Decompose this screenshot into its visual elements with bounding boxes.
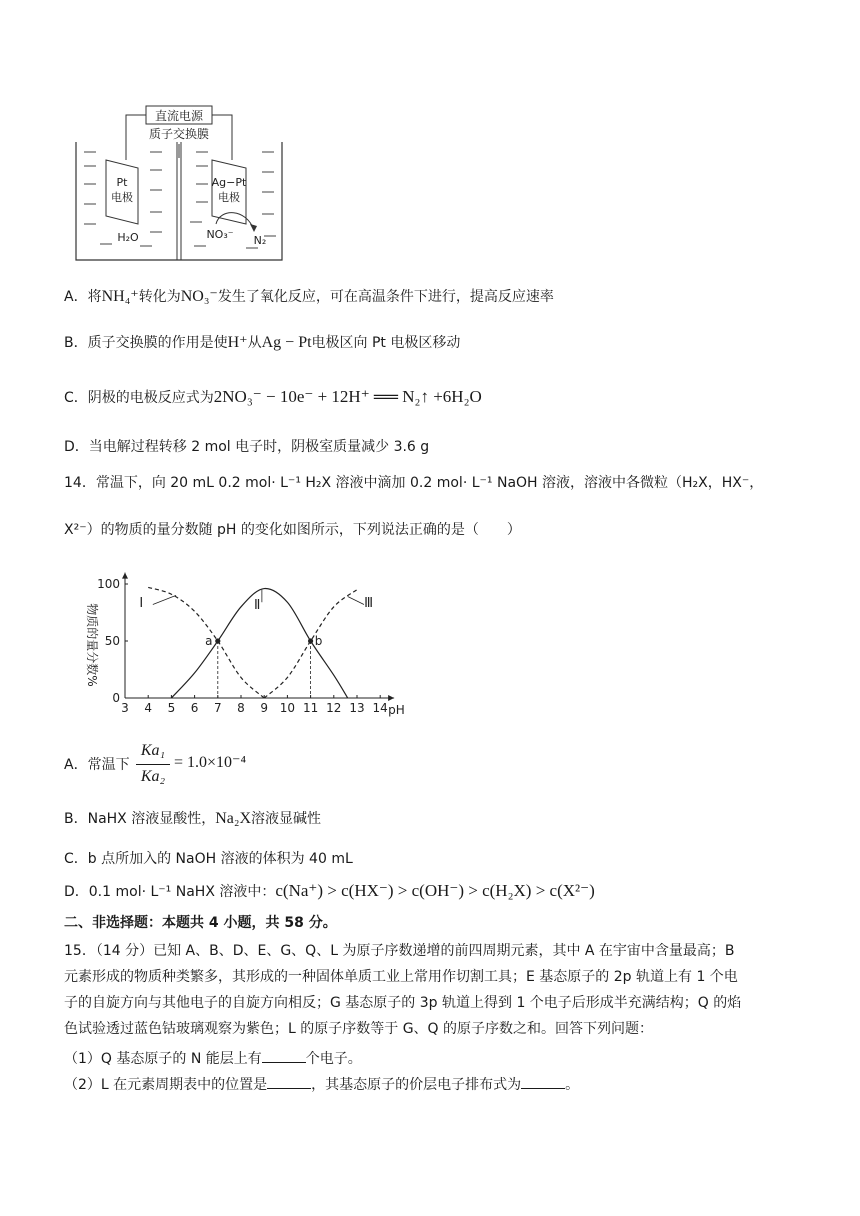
answer-blank[interactable] xyxy=(262,1048,306,1063)
reactant-label: NO₃⁻ xyxy=(206,228,234,241)
fraction-numerator: Ka₁ xyxy=(140,742,166,759)
curve-label: Ⅰ xyxy=(139,595,144,611)
x-tick-label: 10 xyxy=(279,701,296,715)
right-electrode-label-1: Ag−Pt xyxy=(211,176,247,189)
power-label: 直流电源 xyxy=(154,109,204,123)
point-label: b xyxy=(314,634,323,648)
x-axis-arrow xyxy=(388,695,394,701)
curve-label: Ⅲ xyxy=(364,595,374,611)
species-fraction-chart xyxy=(70,565,410,725)
point-a xyxy=(215,638,220,643)
q13-option-d: D．当电解过程转移 2 mol 电子时，阴极室质量减少 3.6 g xyxy=(64,439,430,455)
product-label: N₂ xyxy=(253,234,267,247)
x-tick-label: 14 xyxy=(372,701,388,715)
y-tick-label: 50 xyxy=(104,634,120,648)
q14-stem-line2: X²⁻）的物质的量分数随 pH 的变化如图所示，下列说法正确的是（ ） xyxy=(64,522,521,538)
q15-sub1: （1）Q 基态原子的 N 能层上有 个电子。 xyxy=(64,1048,362,1070)
q14-option-d: D．0.1 mol· L⁻¹ NaHX 溶液中：c(Na⁺) > c(HX⁻) > c(OH⁻) > c(H₂X) > c(X²⁻) xyxy=(64,881,595,900)
x-tick-label: 9 xyxy=(260,701,269,715)
q13-option-c: C．阴极的电极反应式为2NO₃⁻ − 10e⁻ + 12H⁺ ══ N₂↑ +6H₂O xyxy=(64,387,482,406)
point-b xyxy=(308,638,313,643)
x-tick-label: 13 xyxy=(349,701,365,715)
q14-option-c: C．b 点所加入的 NaOH 溶液的体积为 40 mL xyxy=(64,851,353,867)
fraction-denominator: Ka₂ xyxy=(140,768,166,785)
answer-blank[interactable] xyxy=(267,1074,311,1089)
x-tick-label: 4 xyxy=(144,701,153,715)
x-axis-label: pH xyxy=(388,703,405,717)
section-title: 二、非选择题：本题共 4 小题，共 58 分。 xyxy=(64,915,337,931)
q15-sub2: （2）L 在元素周期表中的位置是 ，其基态原子的价层电子排布式为 。 xyxy=(64,1074,579,1096)
y-tick-label: 100 xyxy=(97,577,120,591)
right-electrode-label-2: 电极 xyxy=(218,191,240,204)
curve-label: Ⅱ xyxy=(254,598,261,614)
point-label: a xyxy=(205,634,213,648)
q14-stem-line1: 14．常温下，向 20 mL 0.2 mol· L⁻¹ H₂X 溶液中滴加 0.2 mol· L⁻¹ NaOH 溶液，溶液中各微粒（H₂X，HX⁻， xyxy=(64,475,764,491)
y-axis-arrow xyxy=(122,573,128,579)
x-tick-label: 12 xyxy=(326,701,342,715)
x-tick-label: 11 xyxy=(302,701,319,715)
answer-blank[interactable] xyxy=(521,1074,565,1089)
left-electrode-label-1: Pt xyxy=(116,176,128,189)
curve-leader xyxy=(153,595,176,604)
fraction-bar xyxy=(136,764,170,765)
q14-option-b: B．NaHX 溶液显酸性，Na₂X溶液显碱性 xyxy=(64,810,322,827)
q13-option-a: A．将NH₄⁺转化为NO₃⁻发生了氧化反应，可在高温条件下进行，提高反应速率 xyxy=(64,288,554,305)
x-tick-label: 8 xyxy=(237,701,245,715)
electrolysis-diagram xyxy=(70,100,290,270)
y-axis-label: 物质的量分数% xyxy=(85,603,99,687)
x-tick-label: 5 xyxy=(167,701,176,715)
q13-option-b: B．质子交换膜的作用是使H⁺从Ag − Pt电极区向 Pt 电极区移动 xyxy=(64,334,461,351)
x-tick-label: 6 xyxy=(190,701,199,715)
q15-stem: 15．（14 分）已知 A、B、D、E、G、Q、L 为原子序数递增的前四周期元素，其中 A 在宇宙中含量最高；B 元素形成的物质种类繁多，其形成的一种固体单质工业上常用作切割工具；E 基态原子的 2p 轨道上有 1 个电 子的自旋方向与其他电子的自旋方向相反；G 基态原子的 3p 轨道上得到 1 个电子后形成半充满结构；Q 的焰 色试验透过蓝色钴玻璃观察为紫色；L 的原子序数等于 G、Q 的原子序数之和。回答下列问题： xyxy=(64,943,742,1037)
y-tick-label: 0 xyxy=(112,691,120,705)
left-solution-label: H₂O xyxy=(117,231,139,244)
x-tick-label: 3 xyxy=(121,701,129,715)
x-tick-label: 7 xyxy=(213,701,222,715)
left-electrode-label-2: 电极 xyxy=(111,191,133,204)
curve-leader xyxy=(348,597,364,605)
membrane-label: 质子交换膜 xyxy=(148,127,210,141)
